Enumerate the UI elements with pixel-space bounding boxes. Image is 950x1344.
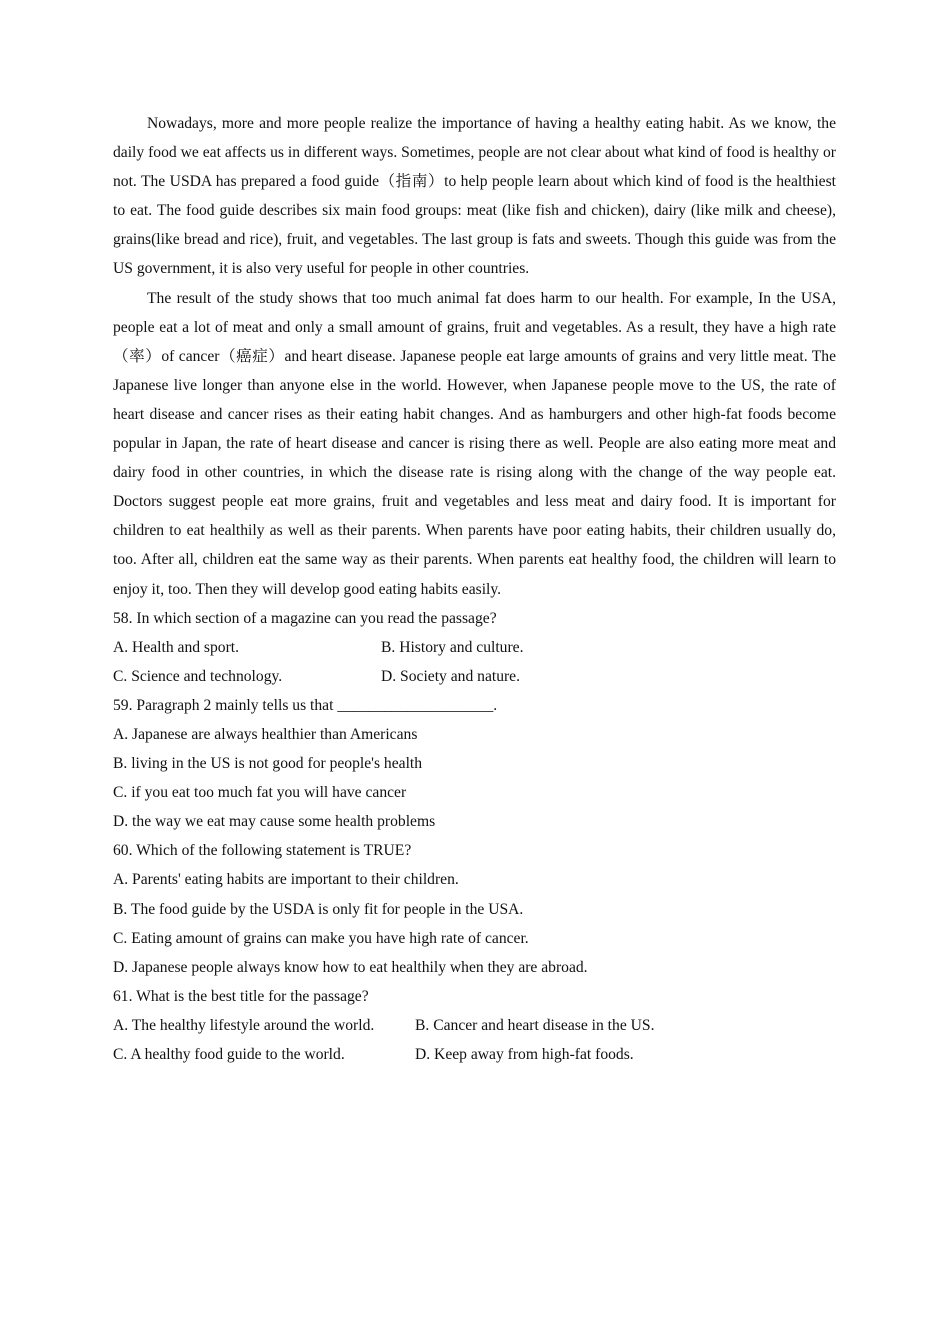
- option-c: C. A healthy food guide to the world.: [113, 1046, 345, 1063]
- option-a: A. Parents' eating habits are important to their children.: [113, 871, 459, 889]
- question-stem: 61. What is the best title for the passage?: [113, 987, 369, 1005]
- option-d: D. Keep away from high-fat foods.: [415, 1046, 634, 1063]
- option-c: C. Eating amount of grains can make you have high rate of cancer.: [113, 929, 529, 947]
- option-a: A. Japanese are always healthier than Americans: [113, 725, 418, 743]
- question-61: [113, 982, 836, 1069]
- option-b: B. living in the US is not good for people's health: [113, 755, 423, 773]
- option-b: B. History and culture.: [381, 638, 524, 656]
- option-c: C. Science and technology.: [113, 667, 283, 685]
- exam-page: [113, 109, 836, 1069]
- question-stem: 60. Which of the following statement is TRUE?: [113, 842, 412, 860]
- option-row: [113, 662, 836, 691]
- option-b: B. The food guide by the USDA is only fit for people in the USA.: [113, 900, 524, 918]
- option-row: [113, 633, 836, 662]
- question-stem: 59. Paragraph 2 mainly tells us that ____________________.: [113, 696, 498, 714]
- option-a: A. The healthy lifestyle around the world.: [113, 1016, 375, 1034]
- question-60: [113, 836, 836, 981]
- option-row: [113, 1040, 836, 1069]
- option-a: A. Health and sport.: [113, 638, 240, 656]
- option-d: D. the way we eat may cause some health problems: [113, 813, 436, 831]
- option-row: [113, 1011, 836, 1040]
- question-58: [113, 604, 836, 691]
- question-stem: 58. In which section of a magazine can you read the passage?: [113, 609, 497, 627]
- passage-paragraph-2: The result of the study shows that too much animal fat does harm to our health. For example, In the USA, people eat a lot of meat and only a small amount of grains, fruit and vegetables. As a result, they have a high rate（率）of cancer（癌症）and heart disease. Japanese people eat large amounts of grains and very little meat. The Japanese live longer than anyone else in the world. However, when Japanese people move to the US, the rate of heart disease and cancer rises as their eating habit changes. And as hamburgers and other high-fat foods become popular in Japan, the rate of heart disease and cancer is rising there as well. People are also eating more meat and dairy food in other countries, in which the disease rate is rising along with the change of the way people eat. Doctors suggest people eat more grains, fruit and vegetables and less meat and dairy food. It is important for children to eat healthily as well as their parents. When parents have poor eating habits, their children usually do, too. After all, children eat the same way as their parents. When parents eat healthy food, the children will learn to enjoy it, too. Then they will develop good eating habits easily.: [113, 289, 836, 598]
- option-b: B. Cancer and heart disease in the US.: [415, 1016, 655, 1034]
- question-59: [113, 691, 836, 836]
- option-d: D. Japanese people always know how to eat healthily when they are abroad.: [113, 958, 588, 976]
- option-c: C. if you eat too much fat you will have cancer: [113, 784, 407, 802]
- option-d: D. Society and nature.: [381, 667, 521, 685]
- passage-paragraph-1: Nowadays, more and more people realize the importance of having a healthy eating habit. As we know, the daily food we eat affects us in different ways. Sometimes, people are not clear about what kind of food is healthy or not. The USDA has prepared a food guide（指南）to help people learn about which kind of food is the healthiest to eat. The food guide describes six main food groups: meat (like fish and chicken), dairy (like milk and cheese), grains(like bread and rice), fruit, and vegetables. The last group is fats and sweets. Though this guide was from the US government, it is also very useful for people in other countries.: [113, 115, 836, 278]
